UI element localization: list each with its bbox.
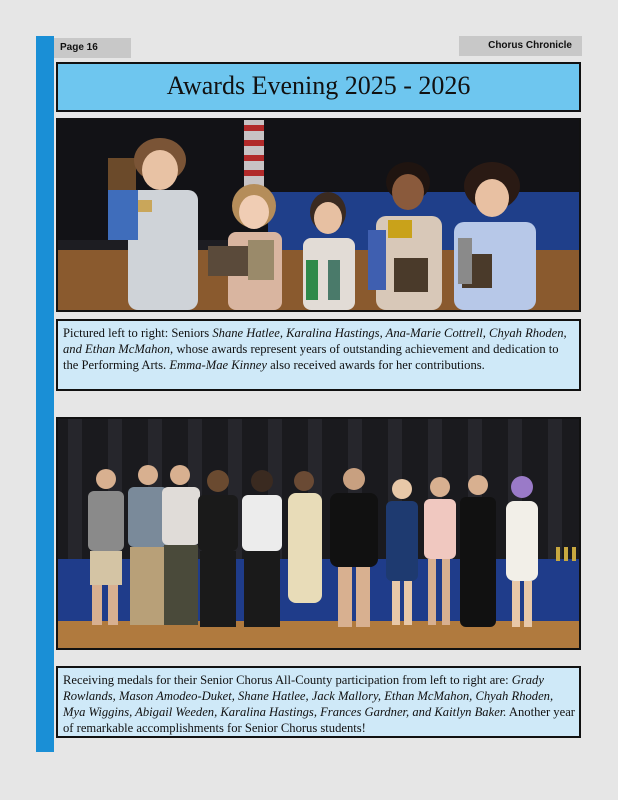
medal-recipients-photo [56,417,581,650]
caption2-end: Another year of remarkable accomplishments for Senior Chorus students! [63,705,575,735]
publication-name: Chorus Chronicle [459,36,582,56]
caption1-middle: whose awards represent years of outstanding achievement and dedication to the Performing Arts. [63,342,559,372]
caption2-names: Grady Rowlands, Mason Amodeo-Duket, Shane Hatlee, Jack Mallory, Ethan McMahon, Chyah Rhoden, Mya Wiggins, Abigail Weeden, Karalina Hastings, Frances Gardner, and Kaitlyn Baker. [63,673,554,719]
award-winners-photo [56,118,581,312]
page-number-label: Page 16 [54,38,131,58]
caption1-names: Shane Hatlee, Karalina Hastings, Ana-Marie Cottrell, Chyah Rhoden, and Ethan McMahon, [63,326,567,356]
caption2-intro: Receiving medals for their Senior Chorus All-County participation from left to right are: [63,673,512,687]
photo2-caption [56,666,581,738]
photo1-caption [56,319,581,391]
caption1-extra-name: Emma-Mae Kinney [169,358,267,372]
caption1-intro: Pictured left to right: Seniors [63,326,213,340]
caption1-end: also received awards for her contributions. [266,358,485,372]
page-title: Awards Evening 2025 - 2026 [56,62,581,112]
left-accent-bar [36,36,54,752]
